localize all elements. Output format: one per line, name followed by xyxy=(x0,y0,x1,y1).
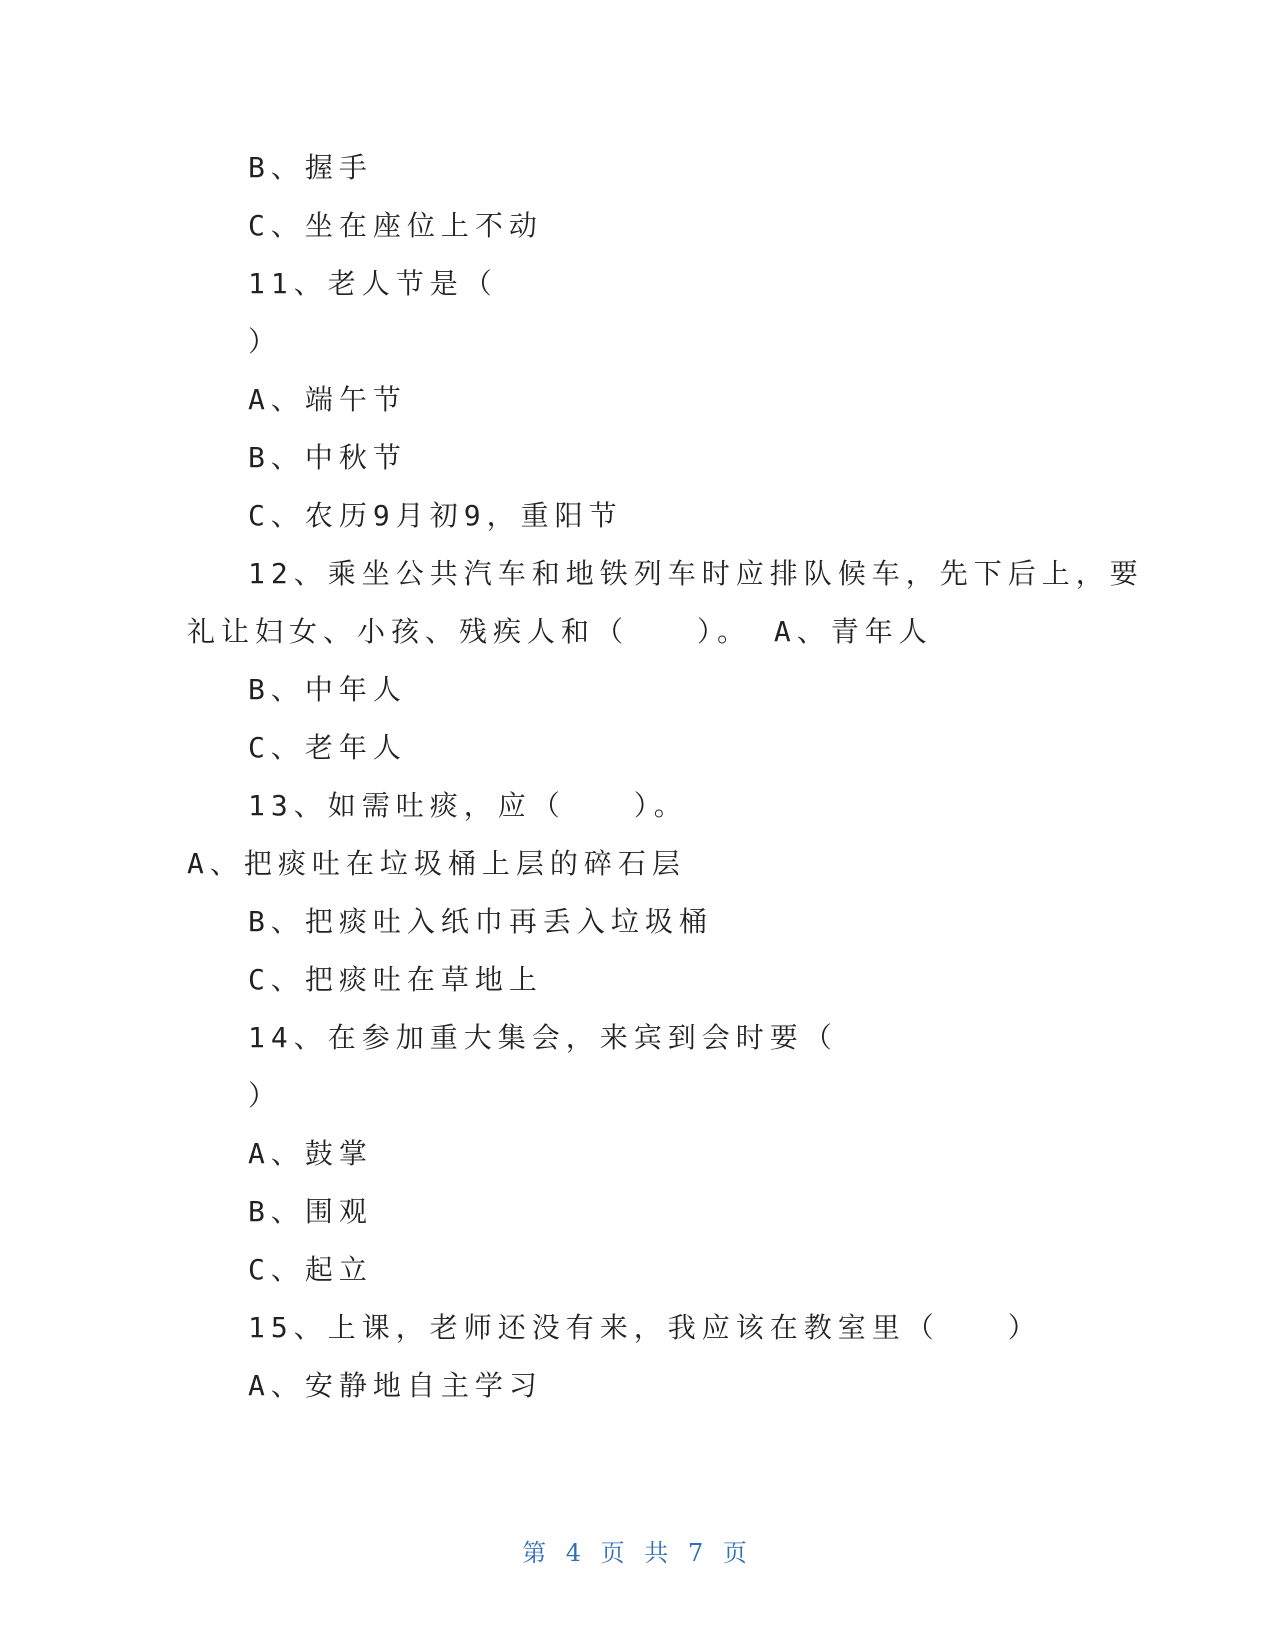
option-a-study-quietly: A、安静地自主学习 xyxy=(248,1369,543,1402)
option-a-trash-gravel: A、把痰吐在垃圾桶上层的碎石层 xyxy=(187,847,686,880)
question-14: 14、在参加重大集会，来宾到会时要（ xyxy=(248,1021,838,1054)
option-a-dragon-boat: A、端午节 xyxy=(248,383,407,416)
page-footer: 第 4 页 共 7 页 xyxy=(522,1539,753,1567)
option-b-crowd: B、围观 xyxy=(248,1195,373,1228)
question-12-continued: 礼让妇女、小孩、残疾人和（ ）。 A、青年人 xyxy=(187,615,933,648)
option-c-stay-seated: C、坐在座位上不动 xyxy=(248,209,543,242)
question-15: 15、上课，老师还没有来，我应该在教室里（ ） xyxy=(248,1311,1042,1344)
option-c-double-ninth: C、农历9月初9，重阳节 xyxy=(248,499,623,532)
option-b-middle-aged: B、中年人 xyxy=(248,673,407,706)
option-b-tissue: B、把痰吐入纸巾再丢入垃圾桶 xyxy=(248,905,713,938)
option-c-grass: C、把痰吐在草地上 xyxy=(248,963,543,996)
question-11-close-paren: ） xyxy=(248,325,283,358)
question-13: 13、如需吐痰，应（ ）。 xyxy=(248,789,688,822)
option-b-mid-autumn: B、中秋节 xyxy=(248,441,407,474)
option-c-stand-up: C、起立 xyxy=(248,1253,373,1286)
option-c-elderly: C、老年人 xyxy=(248,731,407,764)
option-b-handshake: B、握手 xyxy=(248,151,373,184)
question-14-close-paren: ） xyxy=(248,1079,283,1112)
option-a-applaud: A、鼓掌 xyxy=(248,1137,373,1170)
question-11: 11、老人节是（ xyxy=(248,267,498,300)
question-12: 12、乘坐公共汽车和地铁列车时应排队候车，先下后上，要 xyxy=(248,557,1144,590)
